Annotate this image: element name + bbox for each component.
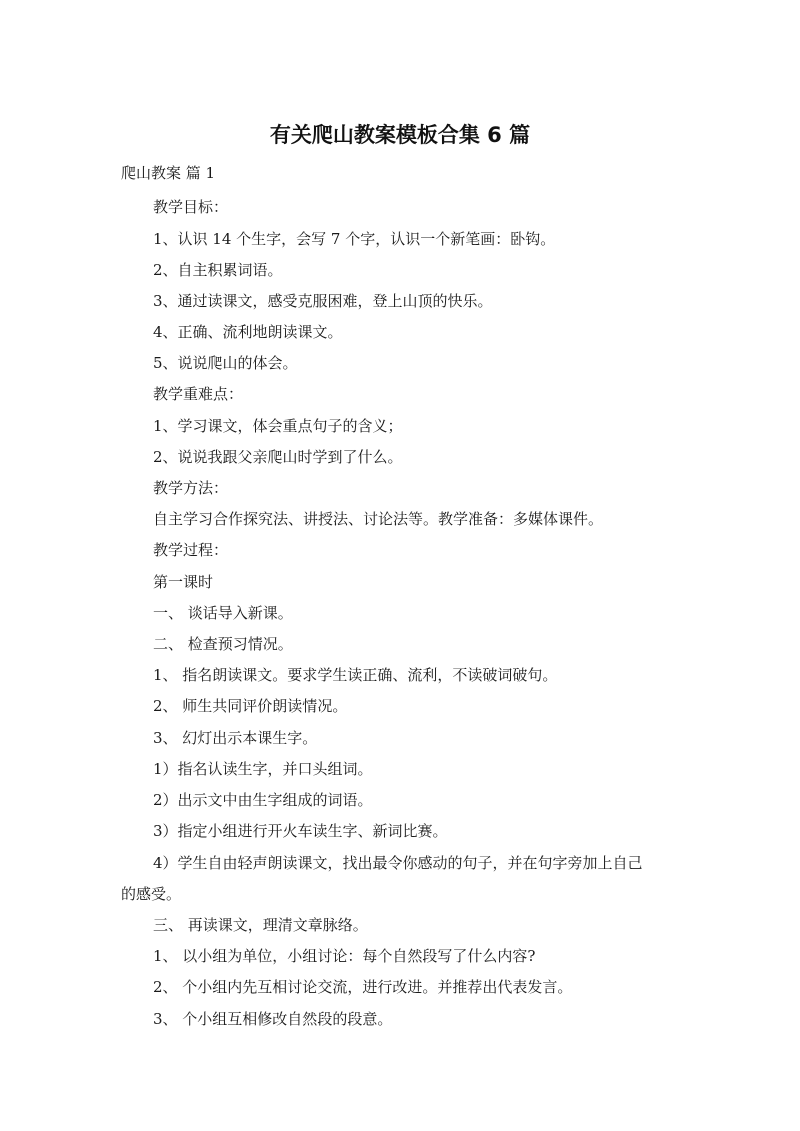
list-item: 1）指名认读生字，并口头组词。: [153, 760, 373, 778]
list-item: 1、认识 14 个生字，会写 7 个字，认识一个新笔画：卧钩。: [153, 230, 556, 248]
heading-teaching-goals: 教学目标：: [153, 198, 229, 216]
list-item: 1、学习课文，体会重点句子的含义；: [153, 417, 403, 435]
list-item: 4）学生自由轻声朗读课文，找出最令你感动的句子，并在句字旁加上自己: [153, 854, 643, 872]
list-item: 3、通过读课文，感受克服困难，登上山顶的快乐。: [153, 292, 493, 310]
list-item: 2）出示文中由生字组成的词语。: [153, 791, 373, 809]
heading-key-points: 教学重难点：: [153, 385, 244, 403]
list-item: 3、 幻灯出示本课生字。: [153, 729, 318, 747]
list-item: 2、 师生共同评价朗读情况。: [153, 697, 348, 715]
list-item: 3、 个小组互相修改自然段的段意。: [153, 1010, 393, 1028]
list-item: 二、 检查预习情况。: [153, 635, 293, 653]
list-item: 一、 谈话导入新课。: [153, 604, 293, 622]
list-item: 1、 指名朗读课文。要求学生读正确、流利，不读破词破句。: [153, 666, 558, 684]
list-item: 2、自主积累词语。: [153, 261, 283, 279]
heading-first-lesson: 第一课时: [153, 573, 214, 591]
section-heading: 爬山教案 篇 1: [121, 164, 216, 182]
list-item-continuation: 的感受。: [121, 885, 182, 903]
list-item: 三、 再读课文，理清文章脉络。: [153, 916, 368, 934]
document-title: 有关爬山教案模板合集 6 篇: [269, 123, 531, 147]
list-item: 3）指定小组进行开火车读生字、新词比赛。: [153, 822, 448, 840]
list-item: 1、 以小组为单位，小组讨论：每个自然段写了什么内容?: [153, 947, 536, 965]
list-item: 5、说说爬山的体会。: [153, 354, 298, 372]
list-item: 2、说说我跟父亲爬山时学到了什么。: [153, 448, 403, 466]
heading-teaching-process: 教学过程：: [153, 541, 229, 559]
list-item: 4、正确、流利地朗读课文。: [153, 323, 343, 341]
paragraph: 自主学习合作探究法、讲授法、讨论法等。教学准备：多媒体课件。: [153, 510, 604, 528]
heading-teaching-methods: 教学方法：: [153, 479, 229, 497]
list-item: 2、 个小组内先互相讨论交流，进行改进。并推荐出代表发言。: [153, 978, 573, 996]
